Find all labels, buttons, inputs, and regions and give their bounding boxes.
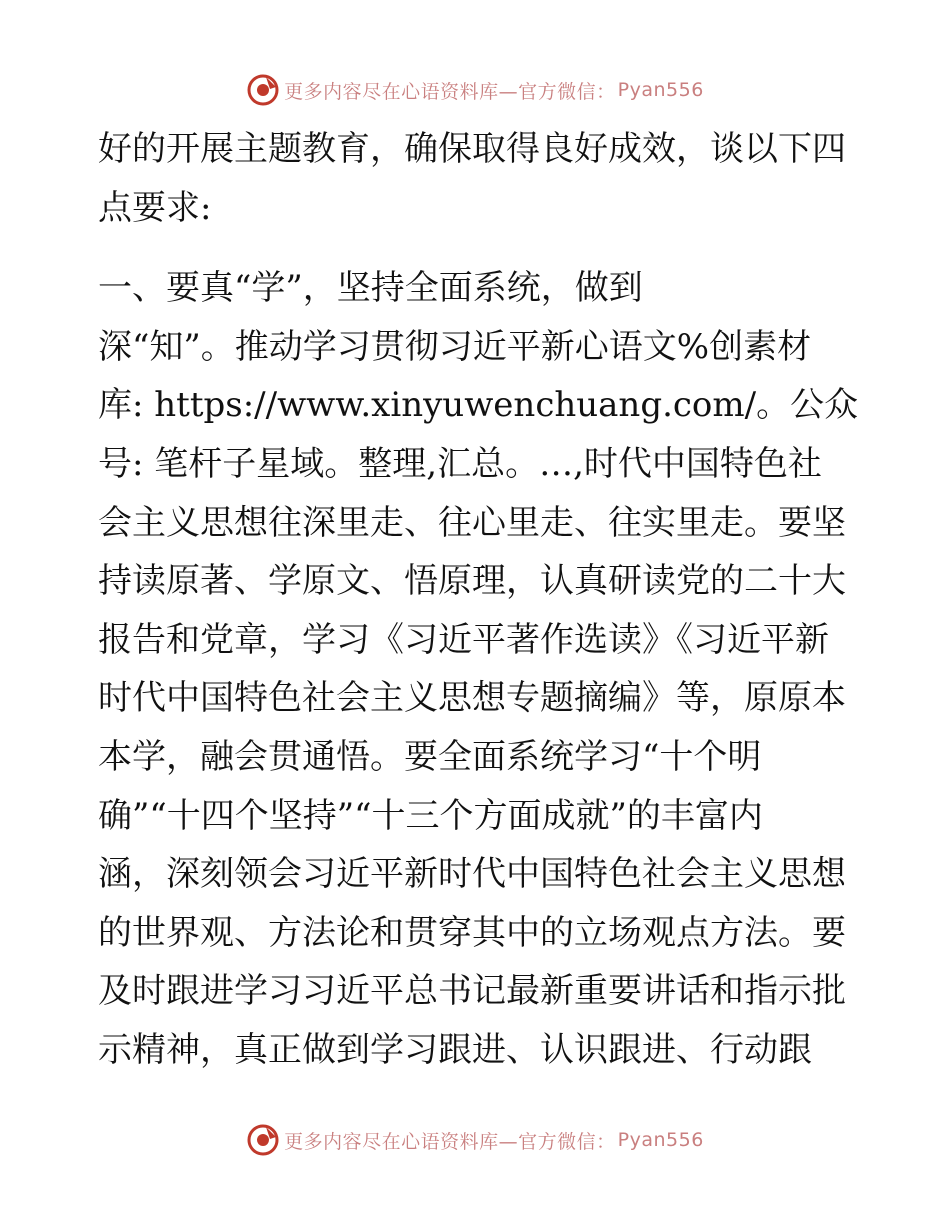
document-body [98,120,858,1080]
watermark-text: 更多内容尽在心语资料库—官方微信： [284,1130,616,1153]
watermark-text: 更多内容尽在心语资料库—官方微信： [284,80,616,103]
text-line: 报告和党章，学习《习近平著作选读》《习近平新 [98,619,829,660]
text-line: 时代中国特色社会主义思想专题摘编》等，原原本 [98,678,846,719]
text-line: 库: https://www.xinyuwenchuang.com/。公众 [98,385,858,426]
text-line: 涵，深刻领会习近平新时代中国特色社会主义思想 [98,854,846,895]
text-line: 确”“十四个坚持”“十三个方面成就”的丰富内 [98,795,763,836]
watermark-wechat-id: Pyan556 [617,1129,704,1151]
text-line: 深“知”。推动学习贯彻习近平新心语文%创素材 [98,326,812,367]
text-line: 及时跟进学习习近平总书记最新重要讲话和指示批 [98,971,846,1012]
watermark-wechat-id: Pyan556 [617,79,704,101]
text-line: 示精神，真正做到学习跟进、认识跟进、行动跟 [98,1029,812,1070]
text-line: 号: 笔杆子星域。整理,汇总。…,时代中国特色社 [98,443,822,484]
section-heading: 一、要真“学”，坚持全面系统，做到 [98,268,643,309]
footer-watermark [0,1120,950,1160]
text-line: 好的开展主题教育，确保取得良好成效，谈以下四 [98,129,846,169]
brand-logo-icon [246,73,280,107]
text-line: 会主义思想往深里走、往心里走、往实里走。要坚 [98,502,846,543]
brand-logo-icon [246,1123,280,1157]
text-line: 本学，融会贯通悟。要全面系统学习“十个明 [98,736,762,777]
header-watermark [0,70,950,110]
paragraph-gap [98,237,858,259]
text-line: 点要求: [98,187,212,228]
text-line: 持读原著、学原文、悟原理，认真研读党的二十大 [98,561,846,602]
text-line: 的世界观、方法论和贯穿其中的立场观点方法。要 [98,912,846,953]
